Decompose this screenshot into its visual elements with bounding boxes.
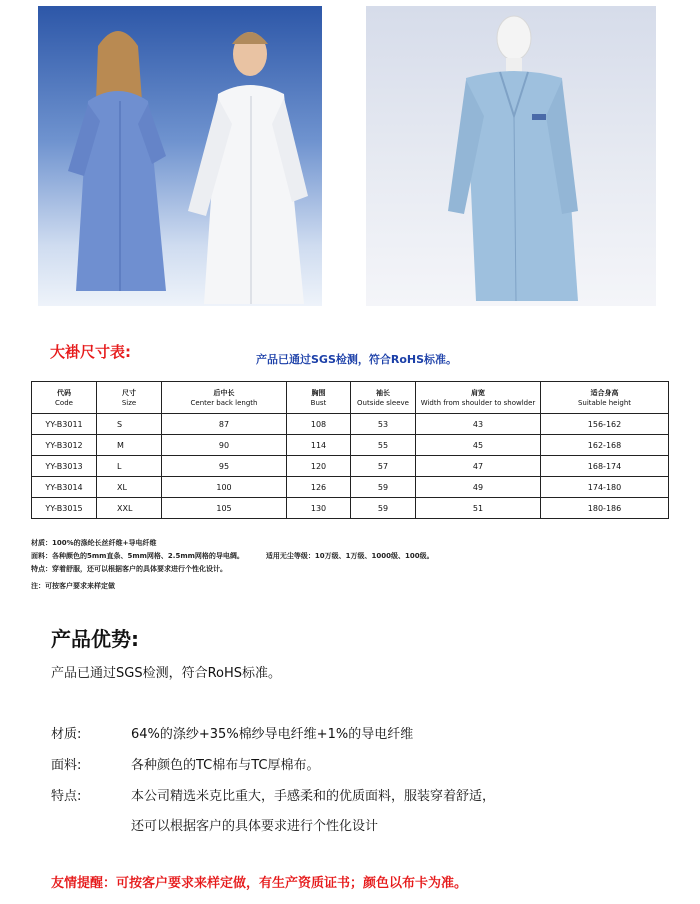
- table-cell: 162-168: [541, 435, 669, 456]
- table-cell: 55: [351, 435, 416, 456]
- table-cell: 53: [351, 414, 416, 435]
- col-header-code: 代码 Code: [32, 382, 97, 414]
- table-cell: 43: [416, 414, 541, 435]
- table-cell: 100: [162, 477, 287, 498]
- table-row: [32, 477, 669, 498]
- table-cell: 174-180: [541, 477, 669, 498]
- note-fabric-line: [31, 550, 434, 563]
- table-cell: YY-B3014: [32, 477, 97, 498]
- size-chart-title: 大褂尺寸表:: [50, 343, 131, 361]
- table-header-row: [32, 382, 669, 414]
- table-cell: 51: [416, 498, 541, 519]
- table-cell: L: [97, 456, 162, 477]
- table-cell: YY-B3015: [32, 498, 97, 519]
- col-header-size: 尺寸 Size: [97, 382, 162, 414]
- table-cell: YY-B3011: [32, 414, 97, 435]
- table-cell: 156-162: [541, 414, 669, 435]
- table-cell: 59: [351, 477, 416, 498]
- table-cell: YY-B3012: [32, 435, 97, 456]
- table-row: [32, 435, 669, 456]
- note-cleanroom: 适用无尘等级：10万级、1万级、1000级、100级。: [265, 552, 434, 560]
- model-photo: [38, 6, 322, 306]
- table-cell: XXL: [97, 498, 162, 519]
- size-table: [31, 381, 669, 519]
- attr-value: 还可以根据客户的具体要求进行个性化设计: [131, 819, 379, 834]
- table-row: [32, 414, 669, 435]
- models-illustration: [38, 6, 322, 306]
- advantages-certification: 产品已通过SGS检测，符合RoHS标准。: [51, 666, 282, 681]
- table-cell: 59: [351, 498, 416, 519]
- attr-value: 64%的涤纱+35%棉纱导电纤维+1%的导电纤维: [131, 727, 414, 742]
- note-fabric: 面料：各种颜色的5mm直条、5mm网格、2.5mm网格的导电绸。: [31, 552, 244, 560]
- certification-notice: 产品已通过SGS检测，符合RoHS标准。: [256, 353, 458, 366]
- table-cell: 87: [162, 414, 287, 435]
- table-cell: 108: [287, 414, 351, 435]
- col-header-bust: 胸围 Bust: [287, 382, 351, 414]
- note-custom: 注：可按客户要求来样定做: [31, 582, 115, 590]
- table-cell: 180-186: [541, 498, 669, 519]
- advantages-title: 产品优势:: [51, 627, 139, 651]
- table-cell: 168-174: [541, 456, 669, 477]
- attr-value: 本公司精选米克比重大，手感柔和的优质面料，服装穿着舒适，: [131, 789, 496, 804]
- note-features: 特点：穿着舒服，还可以根据客户的具体要求进行个性化设计。: [31, 565, 227, 573]
- table-row: [32, 498, 669, 519]
- table-cell: 47: [416, 456, 541, 477]
- attr-label: 特点:: [51, 789, 82, 804]
- col-header-back-length: 后中长 Center back length: [162, 382, 287, 414]
- table-cell: 57: [351, 456, 416, 477]
- table-cell: 114: [287, 435, 351, 456]
- table-row: [32, 456, 669, 477]
- mannequin-photo: [366, 6, 656, 306]
- table-cell: M: [97, 435, 162, 456]
- table-cell: 90: [162, 435, 287, 456]
- table-cell: 95: [162, 456, 287, 477]
- col-header-shoulder-width: 肩宽 Width from shoulder to showlder: [416, 382, 541, 414]
- mannequin-illustration: [366, 6, 656, 306]
- note-material: 材质：100%的涤纶长丝纤维+导电纤维: [31, 539, 157, 547]
- table-cell: 120: [287, 456, 351, 477]
- attr-label: 面料:: [51, 758, 82, 773]
- table-cell: XL: [97, 477, 162, 498]
- col-header-height: 适合身高 Suitable height: [541, 382, 669, 414]
- table-cell: 105: [162, 498, 287, 519]
- table-cell: 130: [287, 498, 351, 519]
- table-cell: S: [97, 414, 162, 435]
- friendly-reminder: 友情提醒：可按客户要求来样定做，有生产资质证书；颜色以布卡为准。: [51, 876, 468, 891]
- col-header-sleeve: 袖长 Outside sleeve: [351, 382, 416, 414]
- size-notes: [31, 537, 434, 593]
- attr-label: 材质:: [51, 727, 82, 742]
- table-cell: 45: [416, 435, 541, 456]
- attr-value: 各种颜色的TC棉布与TC厚棉布。: [131, 758, 320, 773]
- table-cell: 49: [416, 477, 541, 498]
- table-cell: 126: [287, 477, 351, 498]
- table-cell: YY-B3013: [32, 456, 97, 477]
